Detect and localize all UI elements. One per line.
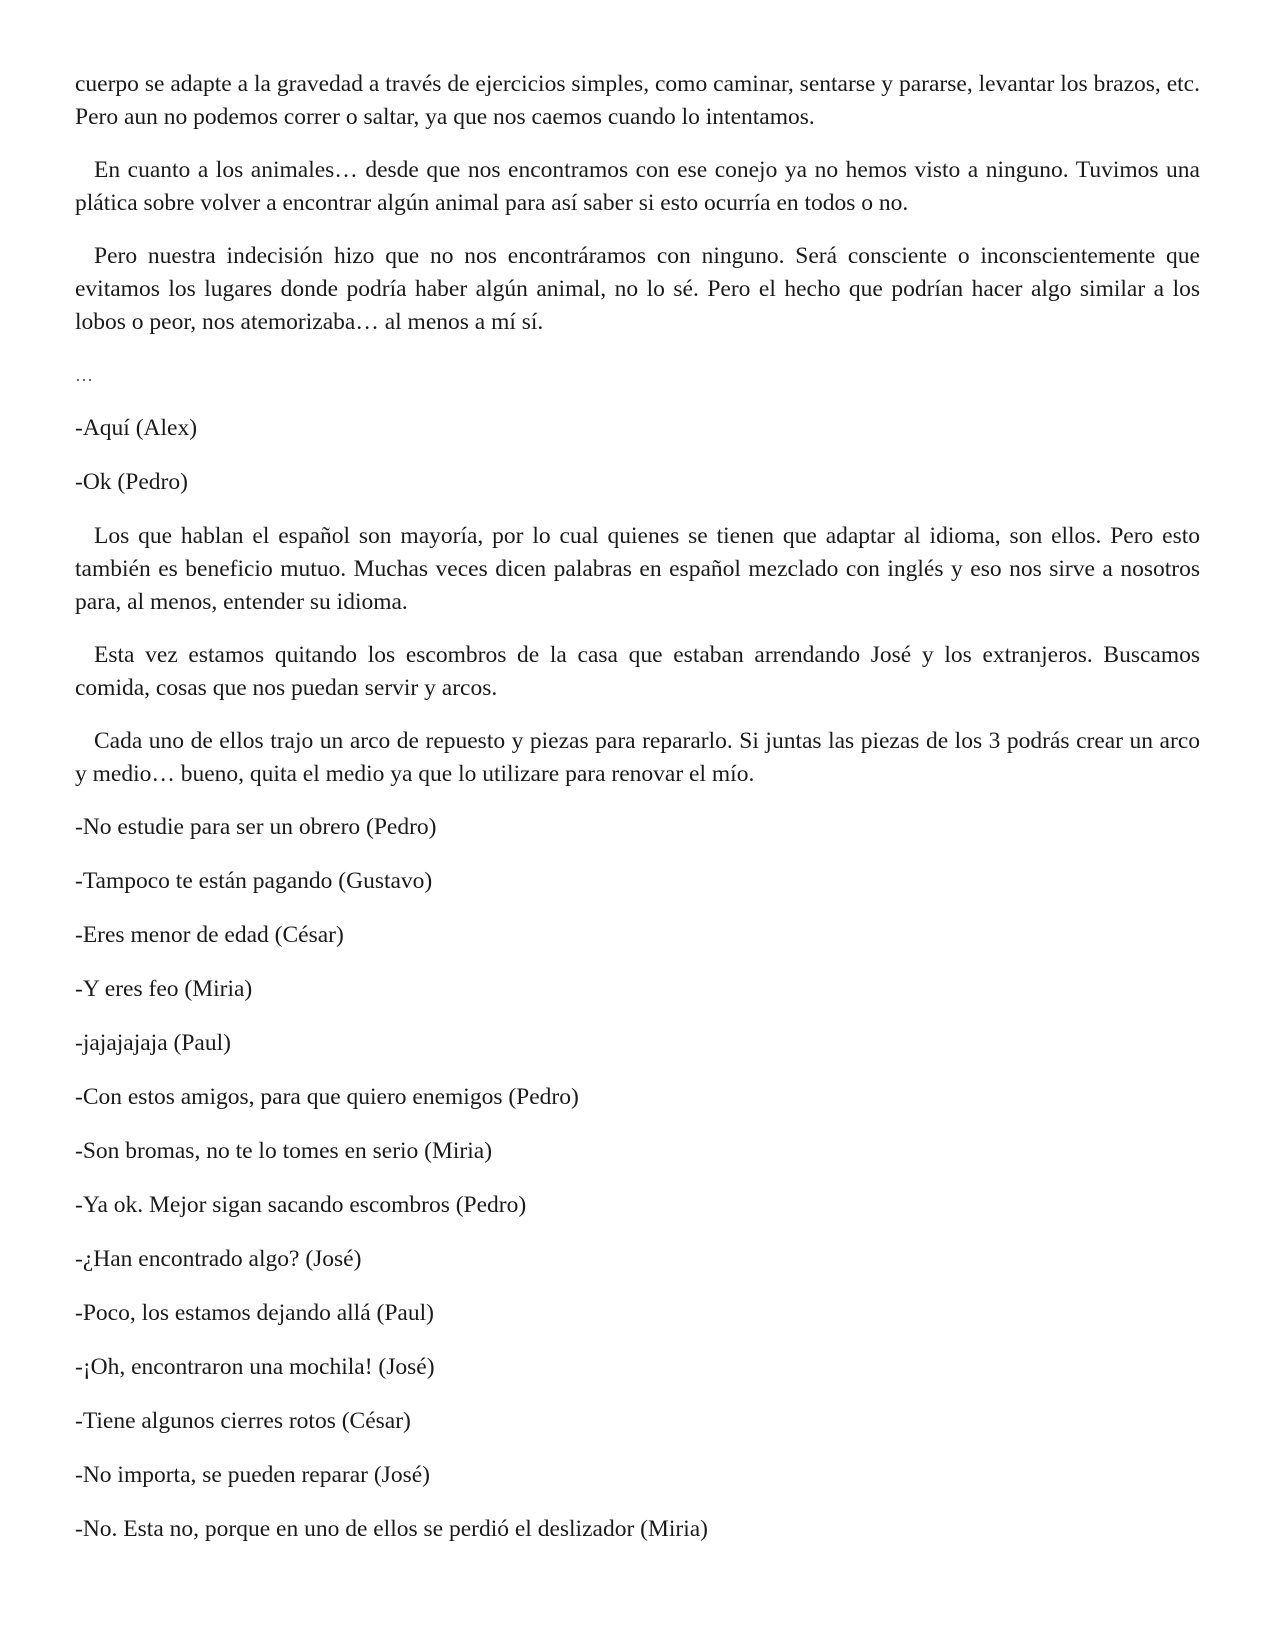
section-break-ellipsis: …	[75, 365, 93, 385]
paragraph-3: Pero nuestra indecisión hizo que no nos encontráramos con ninguno. Será consciente o inconscientemente que evitamos los lugares donde podría haber algún animal, no lo sé. Pero el hecho que podrían hacer algo similar a los lobos o peor, nos atemorizaba… al menos a mí sí.	[75, 243, 1200, 335]
dialog-line: -Poco, los estamos dejando allá (Paul)	[75, 1300, 434, 1326]
dialog-line: -No importa, se pueden reparar (José)	[75, 1462, 430, 1488]
dialog-line: -Con estos amigos, para que quiero enemigos (Pedro)	[75, 1084, 579, 1110]
paragraph-1: cuerpo se adapte a la gravedad a través de ejercicios simples, como caminar, sentarse y pararse, levantar los brazos, etc. Pero aun no podemos correr o saltar, ya que nos caemos cuando lo intentamos.	[75, 71, 1200, 130]
document-page	[75, 68, 1200, 1567]
dialog-line: -Aquí (Alex)	[75, 415, 198, 441]
paragraph-6: Cada uno de ellos trajo un arco de repuesto y piezas para repararlo. Si juntas las piezas de los 3 podrás crear un arco y medio… bueno, quita el medio ya que lo utilizare para renovar el mío.	[75, 728, 1200, 787]
dialog-line: -Tampoco te están pagando (Gustavo)	[75, 868, 433, 894]
paragraph-2: En cuanto a los animales… desde que nos encontramos con ese conejo ya no hemos visto a ninguno. Tuvimos una plática sobre volver a encontrar algún animal para así saber si esto ocurría en todos o no.	[75, 157, 1200, 216]
dialog-line: -Ok (Pedro)	[75, 469, 188, 495]
dialog-line: -Y eres feo (Miria)	[75, 976, 253, 1002]
dialog-line: -No estudie para ser un obrero (Pedro)	[75, 814, 437, 840]
dialog-line: -jajajajaja (Paul)	[75, 1030, 231, 1056]
dialog-line: -No. Esta no, porque en uno de ellos se perdió el deslizador (Miria)	[75, 1516, 709, 1542]
dialog-line: -Ya ok. Mejor sigan sacando escombros (Pedro)	[75, 1192, 527, 1218]
dialog-line: -¿Han encontrado algo? (José)	[75, 1246, 362, 1272]
dialog-line: -¡Oh, encontraron una mochila! (José)	[75, 1354, 435, 1380]
dialog-line: -Eres menor de edad (César)	[75, 922, 344, 948]
dialog-line: -Son bromas, no te lo tomes en serio (Miria)	[75, 1138, 493, 1164]
dialog-line: -Tiene algunos cierres rotos (César)	[75, 1408, 411, 1434]
paragraph-5: Esta vez estamos quitando los escombros de la casa que estaban arrendando José y los extranjeros. Buscamos comida, cosas que nos puedan servir y arcos.	[75, 642, 1200, 701]
paragraph-4: Los que hablan el español son mayoría, por lo cual quienes se tienen que adaptar al idioma, son ellos. Pero esto también es beneficio mutuo. Muchas veces dicen palabras en español mezclado con inglés y eso nos sirve a nosotros para, al menos, entender su idioma.	[75, 523, 1200, 615]
